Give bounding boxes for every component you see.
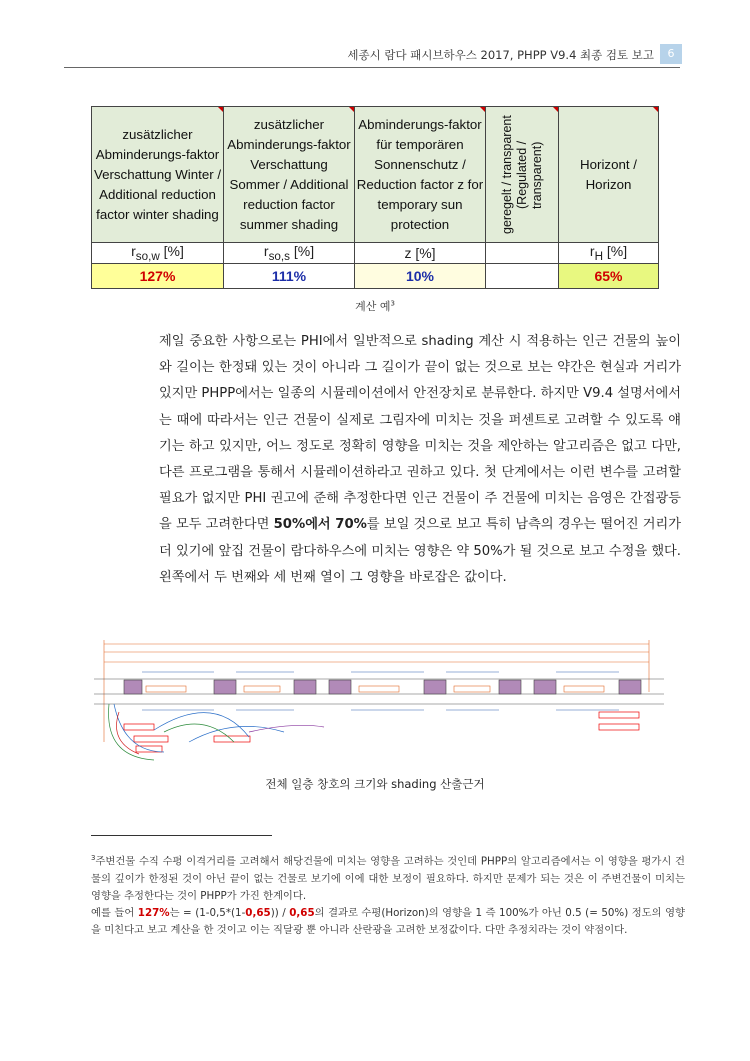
table-caption: [0, 298, 750, 314]
table-caption-text: 계산 예: [355, 300, 391, 313]
symbol-empty: [486, 243, 559, 264]
floor-plan-drawing: [94, 632, 664, 766]
header-summer-shading: zusätzlicher Abminderungs-faktor Verschattung Sommer / Additional reduction factor summer shading: [224, 107, 355, 243]
figure-caption: 전체 일층 창호의 크기와 shading 산출근거: [265, 777, 485, 791]
symbol-z: [355, 243, 486, 264]
body-text-part-2: 를 보일 것으로 보고 특히 남측의 경우는 떨어진 거리가 더 있기에 앞집 건물이 람다하우스에 미치는 영향은 약 50%가 될 것으로 보고 수정을 했다. 왼쪽에서 두 번째와 세 번째 열이 그 영향을 바로잡은 값이다.: [159, 517, 682, 585]
header-temporary-sun-protection: Abminderungs-faktor für temporären Sonnenschutz / Reduction factor z for temporary sun protection: [355, 107, 486, 243]
sym-unit: [%]: [159, 243, 184, 259]
body-text-part-1: 제일 중요한 사항으로는 PHI에서 일반적으로 shading 계산 시 적용하는 인근 건물의 높이와 길이는 한정돼 있는 것이 아니라 그 길이가 끝이 없는 것으로 보는 약간은 현실과 거리가 있지만 PHPP에서는 일종의 시뮬레이션에서 안전장치로 분류한다. 하지만 V9.4 설명서에서는 때에 따라서는 인근 건물이 실제로 그림자에 미치는 것을 퍼센트로 고려할 수 있도록 얘기는 하고 있지만, 어느 정도로 정확히 영향을 미치는 것을 제안하는 알고리즘은 없고 다만, 다른 프로그램을 통해서 시뮬레이션하라고 권하고 있다. 첫 단계에서는 이런 변수를 고려할 필요가 없지만 PHI 권고에 준해 추정한다면 인근 건물이 주 건물에 미치는 음영은 간접광등을 모두 고려한다면: [159, 334, 681, 533]
sym-base: r: [263, 243, 269, 259]
footnote-value-127: 127%: [137, 907, 170, 920]
phpp-shading-table: [91, 106, 659, 289]
footnote-ref: 3: [390, 299, 395, 308]
footnote-text-2: 예를 들어: [91, 907, 138, 920]
footnote-mark: 3: [91, 854, 96, 862]
footnote: [91, 850, 685, 939]
value-summer-shading: 111%: [224, 263, 355, 288]
footnote-text-3: 의 결과로 수평(Horizon)의 영향을 1 즉 100%가 아닌 0.5 (= 50%) 정도의 영향을 미친다고 보고 계산을 한 것이고 이는 직달광 뿐 아니라 산란광을 고려한 보정값이다. 다만 추정치라는 것이 약점이다.: [91, 907, 685, 937]
cell-comment-marker: [653, 107, 658, 112]
cell-comment-marker: [218, 107, 223, 112]
header-regulated-transparent-text: geregelt / transparent (Regulated / transparent): [499, 115, 544, 234]
header-rule: [64, 67, 680, 68]
page-number: 6: [660, 44, 682, 64]
sym-unit: [%]: [602, 243, 628, 259]
sym-base: r: [131, 243, 136, 259]
value-horizon: 65%: [559, 263, 659, 288]
symbol-rh: [559, 243, 659, 264]
footnote-value-065-b: 0,65: [289, 907, 315, 920]
footnote-formula-b: )) /: [270, 907, 290, 920]
cell-comment-marker: [349, 107, 354, 112]
page-header-title: 세종시 람다 패시브하우스 2017, PHPP V9.4 최종 검토 보고: [347, 48, 654, 62]
sym-sub: so,w: [135, 249, 160, 263]
cell-comment-marker: [480, 107, 485, 112]
header-regulated-transparent: [486, 107, 559, 243]
header-winter-shading: zusätzlicher Abminderungs-faktor Verschattung Winter / Additional reduction factor winter shading: [92, 107, 224, 243]
footnote-separator: [91, 835, 272, 836]
sym-sub: so,s: [268, 249, 290, 263]
header-horizon: Horizont / Horizon: [559, 107, 659, 243]
value-temporary-sun-protection: 10%: [355, 263, 486, 288]
symbol-rso-s: [224, 243, 355, 264]
value-regulated-transparent: [486, 263, 559, 288]
symbol-rso-w: [92, 243, 224, 264]
value-winter-shading: 127%: [92, 263, 224, 288]
body-text-emphasis: 50%에서 70%: [273, 517, 367, 533]
sym-base: z: [404, 244, 412, 261]
sym-base: r: [589, 243, 595, 259]
footnote-formula-a: 는 = (1-0,5*(1-: [169, 907, 246, 920]
body-paragraph: [159, 329, 681, 591]
sym-sub: H: [594, 249, 603, 263]
footnote-text-1: 주변건물 수직 수평 이격거리를 고려해서 해당건물에 미치는 영향을 고려하는 것인데 PHPP의 알고리즘에서는 이 영향을 평가시 건물의 깊이가 한정된 것이 아닌 끝이 없는 건물로 보기에 이에 대한 보정이 필요하다. 하지만 문제가 되는 것은 이 주변건물이 미치는 영향을 추정한다는 것이 PHPP가 가진 한계이다.: [91, 855, 685, 902]
cell-comment-marker: [553, 107, 558, 112]
sym-unit: [%]: [289, 243, 315, 259]
sym-unit: [%]: [411, 244, 436, 261]
footnote-value-065-a: 0,65: [245, 907, 271, 920]
